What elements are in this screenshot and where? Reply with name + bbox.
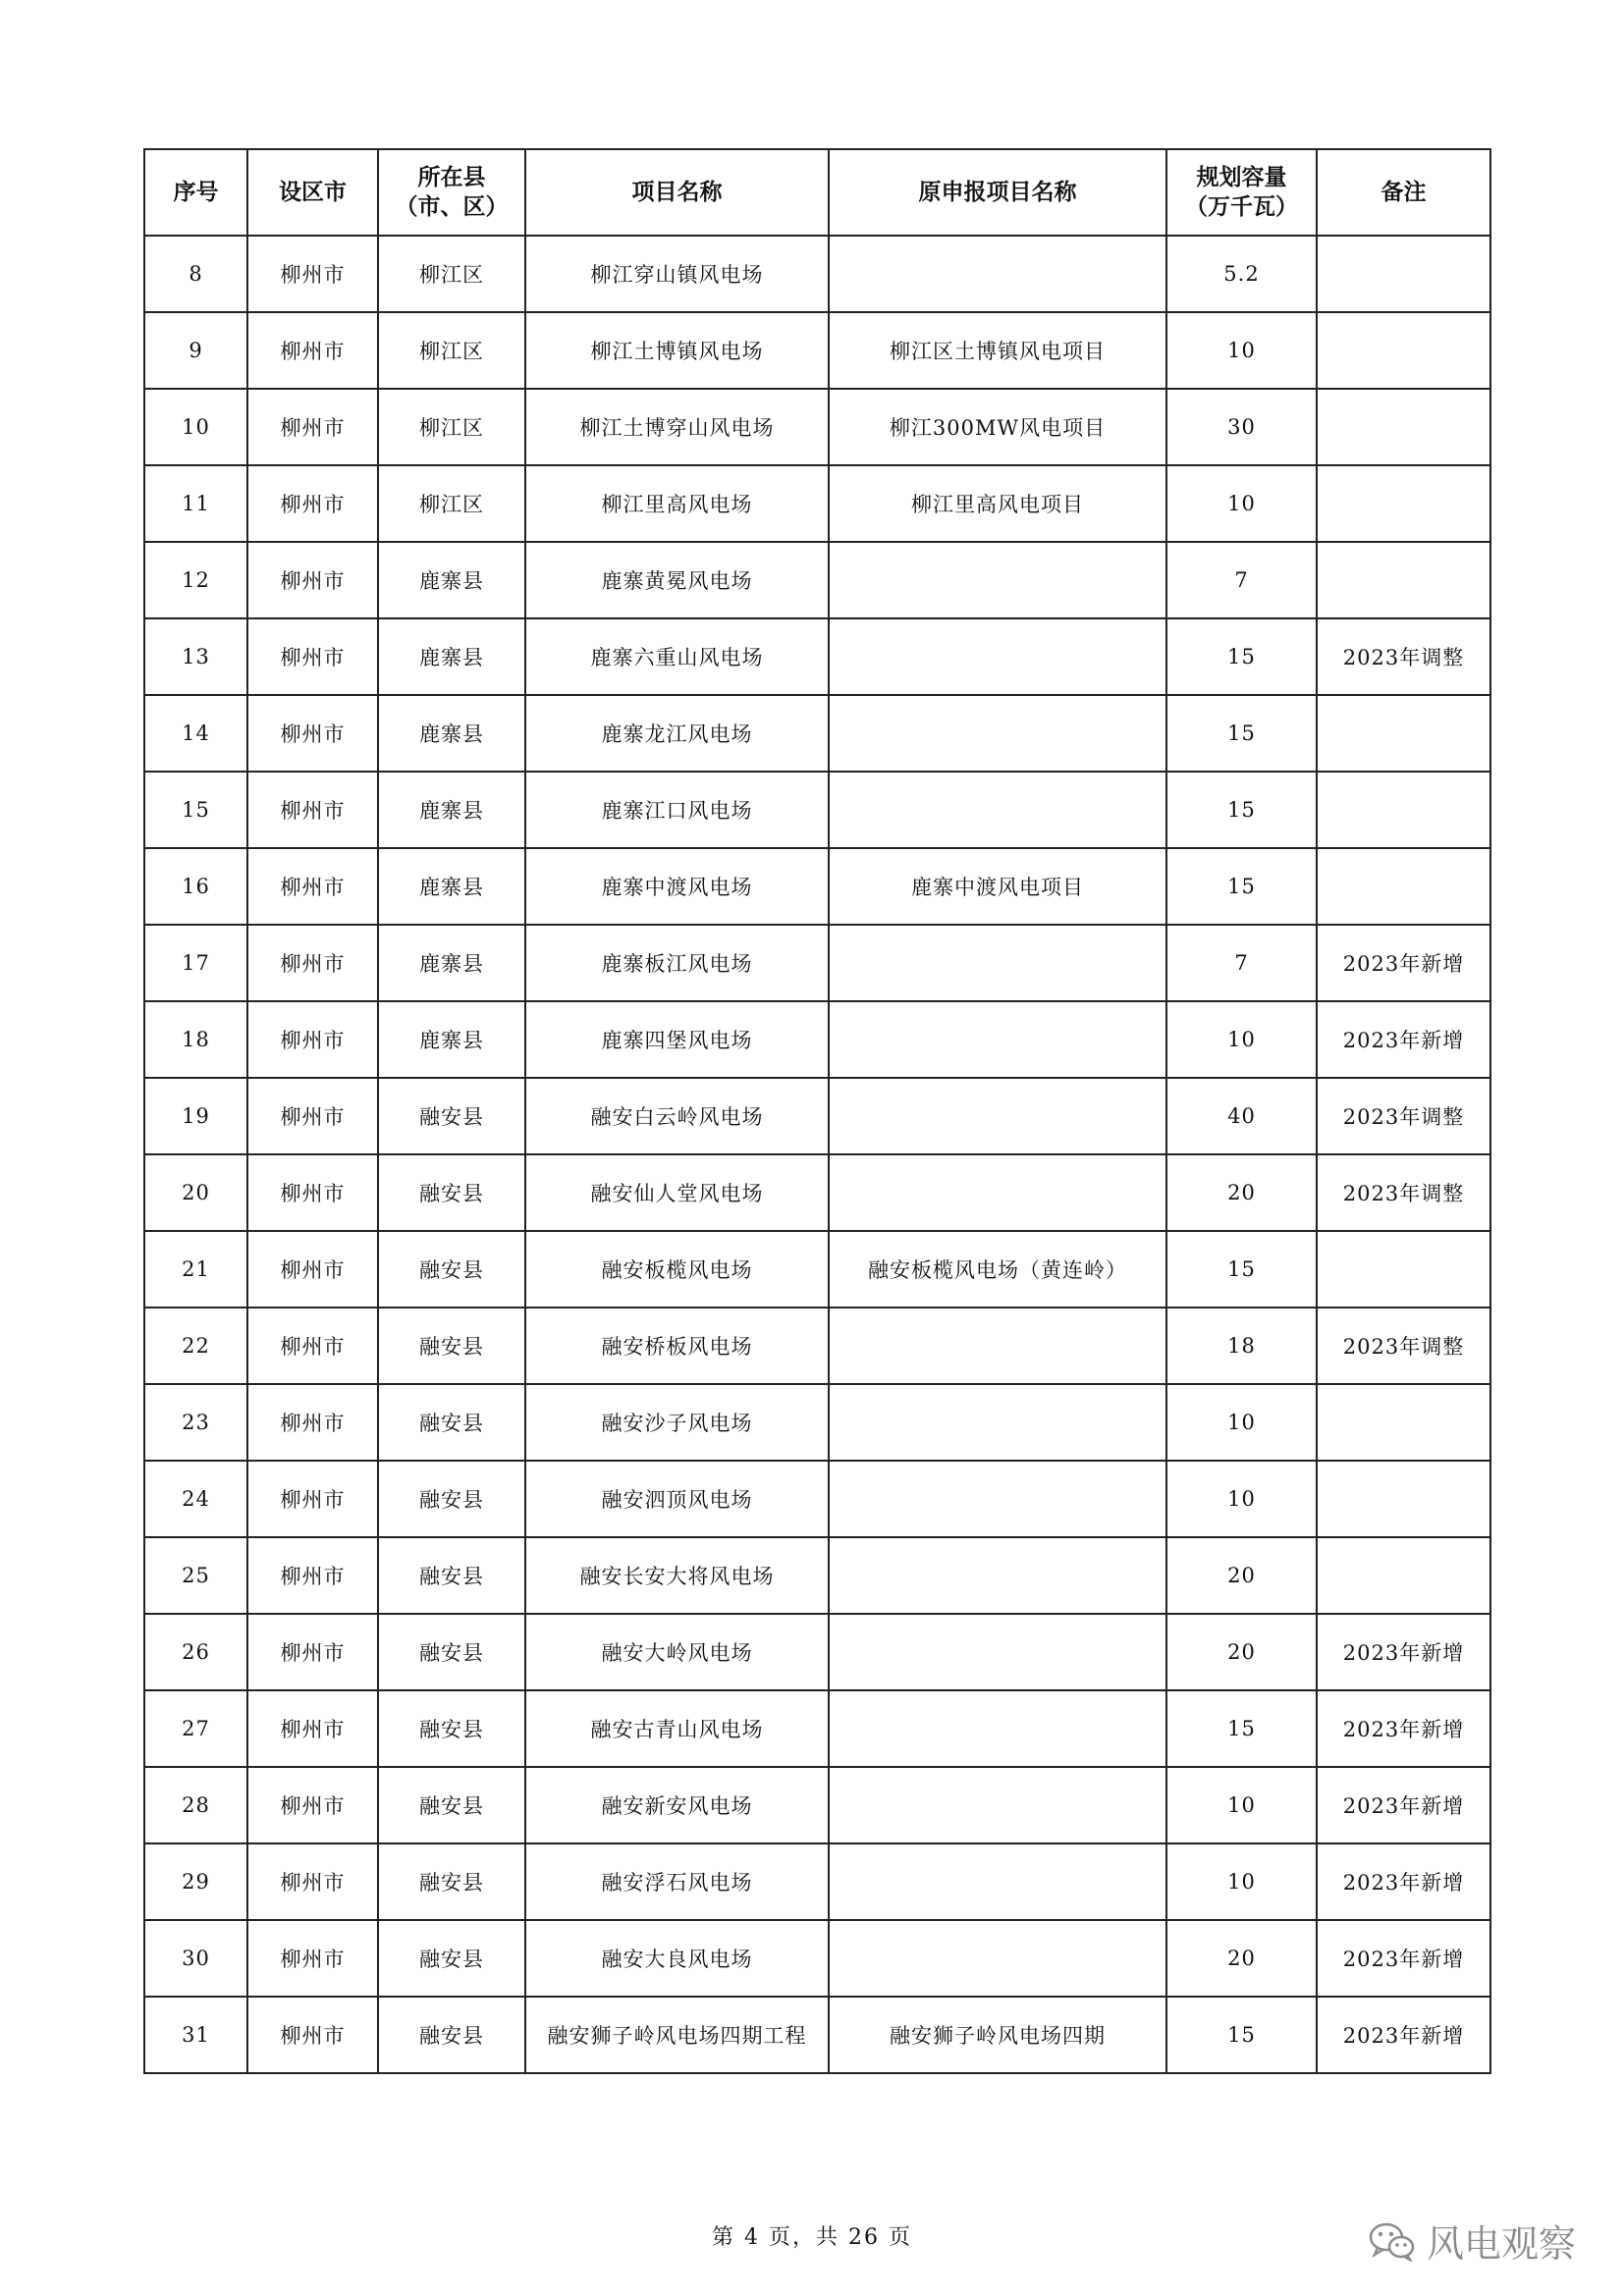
cell-capacity: 10	[1166, 465, 1317, 542]
cell-index: 24	[144, 1461, 247, 1537]
table-row	[144, 1843, 1490, 1920]
cell-city: 柳州市	[247, 1767, 378, 1843]
cell-original-name	[829, 772, 1166, 848]
page-footer: 第 4 页，共 26 页	[712, 2225, 912, 2250]
cell-city: 柳州市	[247, 465, 378, 542]
table-header-row	[144, 149, 1490, 236]
cell-project-name: 融安长安大将风电场	[525, 1537, 829, 1614]
cell-capacity: 15	[1166, 1231, 1317, 1308]
cell-project-name: 柳江土博镇风电场	[525, 312, 829, 389]
cell-index: 21	[144, 1231, 247, 1308]
cell-original-name	[829, 1308, 1166, 1384]
table-row	[144, 465, 1490, 542]
cell-original-name	[829, 618, 1166, 695]
cell-project-name: 鹿寨黄冕风电场	[525, 542, 829, 618]
cell-capacity: 40	[1166, 1078, 1317, 1154]
cell-city: 柳州市	[247, 389, 378, 465]
cell-project-name: 融安大良风电场	[525, 1920, 829, 1997]
table-row	[144, 1767, 1490, 1843]
cell-project-name: 融安沙子风电场	[525, 1384, 829, 1461]
cell-remarks: 2023年调整	[1317, 1078, 1490, 1154]
table-row	[144, 1078, 1490, 1154]
table-row	[144, 1614, 1490, 1690]
cell-project-name: 融安板榄风电场	[525, 1231, 829, 1308]
cell-city: 柳州市	[247, 236, 378, 312]
cell-remarks	[1317, 772, 1490, 848]
cell-remarks: 2023年调整	[1317, 618, 1490, 695]
table-row	[144, 1461, 1490, 1537]
table-row	[144, 925, 1490, 1001]
table-row	[144, 1690, 1490, 1767]
cell-remarks: 2023年新增	[1317, 1920, 1490, 1997]
cell-original-name	[829, 1384, 1166, 1461]
header-line: （市、区）	[395, 194, 509, 220]
cell-original-name	[829, 925, 1166, 1001]
cell-capacity: 15	[1166, 848, 1317, 925]
cell-index: 26	[144, 1614, 247, 1690]
cell-index: 15	[144, 772, 247, 848]
cell-remarks	[1317, 1461, 1490, 1537]
cell-county: 鹿寨县	[378, 695, 525, 772]
cell-project-name: 融安新安风电场	[525, 1767, 829, 1843]
table-row	[144, 1154, 1490, 1231]
cell-capacity: 5.2	[1166, 236, 1317, 312]
cell-project-name: 鹿寨中渡风电场	[525, 848, 829, 925]
cell-county: 融安县	[378, 1690, 525, 1767]
cell-city: 柳州市	[247, 1384, 378, 1461]
cell-original-name	[829, 695, 1166, 772]
cell-county: 鹿寨县	[378, 542, 525, 618]
cell-county: 柳江区	[378, 389, 525, 465]
cell-city: 柳州市	[247, 1154, 378, 1231]
cell-project-name: 柳江里高风电场	[525, 465, 829, 542]
cell-county: 融安县	[378, 1614, 525, 1690]
cell-original-name	[829, 1154, 1166, 1231]
table-row	[144, 772, 1490, 848]
cell-city: 柳州市	[247, 1920, 378, 1997]
table-row	[144, 1231, 1490, 1308]
cell-capacity: 15	[1166, 618, 1317, 695]
cell-project-name: 融安古青山风电场	[525, 1690, 829, 1767]
cell-original-name	[829, 1843, 1166, 1920]
cell-capacity: 20	[1166, 1537, 1317, 1614]
cell-capacity: 10	[1166, 1767, 1317, 1843]
wind-farm-table	[143, 148, 1491, 2074]
cell-project-name: 鹿寨六重山风电场	[525, 618, 829, 695]
cell-original-name: 柳江区土博镇风电项目	[829, 312, 1166, 389]
cell-remarks	[1317, 542, 1490, 618]
cell-capacity: 15	[1166, 695, 1317, 772]
cell-remarks	[1317, 312, 1490, 389]
cell-index: 28	[144, 1767, 247, 1843]
cell-original-name	[829, 1690, 1166, 1767]
cell-project-name: 融安桥板风电场	[525, 1308, 829, 1384]
header-line: 所在县	[417, 165, 486, 190]
table-row	[144, 1384, 1490, 1461]
cell-original-name: 柳江里高风电项目	[829, 465, 1166, 542]
cell-remarks	[1317, 236, 1490, 312]
cell-remarks	[1317, 695, 1490, 772]
cell-city: 柳州市	[247, 848, 378, 925]
watermark	[1368, 2214, 1576, 2268]
table-row	[144, 1001, 1490, 1078]
cell-remarks	[1317, 465, 1490, 542]
cell-capacity: 20	[1166, 1920, 1317, 1997]
cell-project-name: 融安大岭风电场	[525, 1614, 829, 1690]
cell-county: 鹿寨县	[378, 1001, 525, 1078]
watermark-text: 风电观察	[1427, 2222, 1577, 2266]
cell-remarks: 2023年调整	[1317, 1154, 1490, 1231]
cell-capacity: 10	[1166, 1461, 1317, 1537]
cell-index: 31	[144, 1997, 247, 2073]
cell-city: 柳州市	[247, 925, 378, 1001]
cell-county: 融安县	[378, 1767, 525, 1843]
cell-city: 柳州市	[247, 1078, 378, 1154]
header-line: 规划容量	[1196, 165, 1287, 190]
cell-remarks: 2023年新增	[1317, 1843, 1490, 1920]
table-row	[144, 618, 1490, 695]
cell-county: 融安县	[378, 1461, 525, 1537]
table-row	[144, 695, 1490, 772]
cell-capacity: 10	[1166, 1001, 1317, 1078]
header-project-name: 项目名称	[525, 149, 829, 236]
cell-county: 鹿寨县	[378, 925, 525, 1001]
cell-capacity: 20	[1166, 1154, 1317, 1231]
cell-remarks: 2023年新增	[1317, 1001, 1490, 1078]
header-line: （万千瓦）	[1185, 194, 1298, 220]
table-body	[144, 236, 1490, 2073]
cell-project-name: 柳江土博穿山风电场	[525, 389, 829, 465]
cell-capacity: 10	[1166, 1384, 1317, 1461]
cell-original-name	[829, 236, 1166, 312]
cell-county: 融安县	[378, 1078, 525, 1154]
cell-remarks: 2023年调整	[1317, 1308, 1490, 1384]
cell-capacity: 7	[1166, 925, 1317, 1001]
cell-county: 融安县	[378, 1537, 525, 1614]
cell-original-name	[829, 1001, 1166, 1078]
cell-city: 柳州市	[247, 312, 378, 389]
cell-city: 柳州市	[247, 1843, 378, 1920]
cell-index: 29	[144, 1843, 247, 1920]
cell-index: 18	[144, 1001, 247, 1078]
cell-remarks: 2023年新增	[1317, 1997, 1490, 2073]
cell-remarks	[1317, 1231, 1490, 1308]
cell-city: 柳州市	[247, 542, 378, 618]
cell-capacity: 20	[1166, 1614, 1317, 1690]
cell-city: 柳州市	[247, 772, 378, 848]
cell-original-name	[829, 1920, 1166, 1997]
cell-county: 融安县	[378, 1997, 525, 2073]
cell-index: 30	[144, 1920, 247, 1997]
table-row	[144, 389, 1490, 465]
cell-index: 25	[144, 1537, 247, 1614]
cell-county: 融安县	[378, 1231, 525, 1308]
cell-original-name	[829, 1767, 1166, 1843]
cell-city: 柳州市	[247, 1308, 378, 1384]
cell-remarks: 2023年新增	[1317, 1767, 1490, 1843]
header-original-name: 原申报项目名称	[829, 149, 1166, 236]
table-row	[144, 236, 1490, 312]
cell-index: 10	[144, 389, 247, 465]
cell-county: 融安县	[378, 1154, 525, 1231]
cell-index: 13	[144, 618, 247, 695]
cell-index: 27	[144, 1690, 247, 1767]
cell-original-name: 融安板榄风电场（黄连岭）	[829, 1231, 1166, 1308]
header-city: 设区市	[247, 149, 378, 236]
cell-original-name: 融安狮子岭风电场四期	[829, 1997, 1166, 2073]
cell-index: 23	[144, 1384, 247, 1461]
cell-index: 8	[144, 236, 247, 312]
cell-original-name	[829, 1537, 1166, 1614]
cell-remarks: 2023年新增	[1317, 1690, 1490, 1767]
cell-capacity: 10	[1166, 1843, 1317, 1920]
cell-index: 17	[144, 925, 247, 1001]
cell-capacity: 15	[1166, 1690, 1317, 1767]
cell-county: 融安县	[378, 1308, 525, 1384]
cell-city: 柳州市	[247, 1231, 378, 1308]
cell-city: 柳州市	[247, 1997, 378, 2073]
cell-capacity: 18	[1166, 1308, 1317, 1384]
cell-index: 19	[144, 1078, 247, 1154]
header-remarks: 备注	[1317, 149, 1490, 236]
wechat-icon	[1368, 2220, 1417, 2262]
cell-project-name: 鹿寨板江风电场	[525, 925, 829, 1001]
cell-index: 20	[144, 1154, 247, 1231]
cell-county: 鹿寨县	[378, 772, 525, 848]
cell-remarks: 2023年新增	[1317, 925, 1490, 1001]
cell-capacity: 30	[1166, 389, 1317, 465]
cell-project-name: 柳江穿山镇风电场	[525, 236, 829, 312]
cell-remarks: 2023年新增	[1317, 1614, 1490, 1690]
cell-city: 柳州市	[247, 618, 378, 695]
cell-project-name: 融安浮石风电场	[525, 1843, 829, 1920]
cell-original-name: 鹿寨中渡风电项目	[829, 848, 1166, 925]
table-row	[144, 1997, 1490, 2073]
cell-remarks	[1317, 1537, 1490, 1614]
table-row	[144, 1537, 1490, 1614]
cell-index: 16	[144, 848, 247, 925]
cell-index: 22	[144, 1308, 247, 1384]
header-county	[378, 149, 525, 236]
cell-capacity: 10	[1166, 312, 1317, 389]
cell-capacity: 15	[1166, 1997, 1317, 2073]
cell-project-name: 融安狮子岭风电场四期工程	[525, 1997, 829, 2073]
cell-county: 融安县	[378, 1843, 525, 1920]
cell-original-name	[829, 1078, 1166, 1154]
cell-city: 柳州市	[247, 1461, 378, 1537]
cell-county: 柳江区	[378, 312, 525, 389]
cell-county: 融安县	[378, 1384, 525, 1461]
table-row	[144, 848, 1490, 925]
cell-index: 14	[144, 695, 247, 772]
cell-city: 柳州市	[247, 1001, 378, 1078]
cell-city: 柳州市	[247, 1537, 378, 1614]
cell-capacity: 7	[1166, 542, 1317, 618]
cell-county: 鹿寨县	[378, 848, 525, 925]
cell-project-name: 鹿寨江口风电场	[525, 772, 829, 848]
table-row	[144, 1920, 1490, 1997]
cell-project-name: 鹿寨龙江风电场	[525, 695, 829, 772]
header-capacity	[1166, 149, 1317, 236]
header-index: 序号	[144, 149, 247, 236]
table-row	[144, 1308, 1490, 1384]
cell-city: 柳州市	[247, 1690, 378, 1767]
cell-county: 柳江区	[378, 465, 525, 542]
cell-original-name	[829, 1614, 1166, 1690]
cell-index: 9	[144, 312, 247, 389]
cell-county: 柳江区	[378, 236, 525, 312]
table-row	[144, 312, 1490, 389]
cell-capacity: 15	[1166, 772, 1317, 848]
cell-city: 柳州市	[247, 1614, 378, 1690]
cell-original-name	[829, 1461, 1166, 1537]
cell-index: 11	[144, 465, 247, 542]
table-row	[144, 542, 1490, 618]
cell-project-name: 鹿寨四堡风电场	[525, 1001, 829, 1078]
cell-remarks	[1317, 848, 1490, 925]
cell-project-name: 融安白云岭风电场	[525, 1078, 829, 1154]
cell-remarks	[1317, 1384, 1490, 1461]
cell-original-name	[829, 542, 1166, 618]
cell-project-name: 融安泗顶风电场	[525, 1461, 829, 1537]
cell-county: 融安县	[378, 1920, 525, 1997]
cell-project-name: 融安仙人堂风电场	[525, 1154, 829, 1231]
cell-remarks	[1317, 389, 1490, 465]
cell-original-name: 柳江300MW风电项目	[829, 389, 1166, 465]
cell-index: 12	[144, 542, 247, 618]
cell-city: 柳州市	[247, 695, 378, 772]
cell-county: 鹿寨县	[378, 618, 525, 695]
